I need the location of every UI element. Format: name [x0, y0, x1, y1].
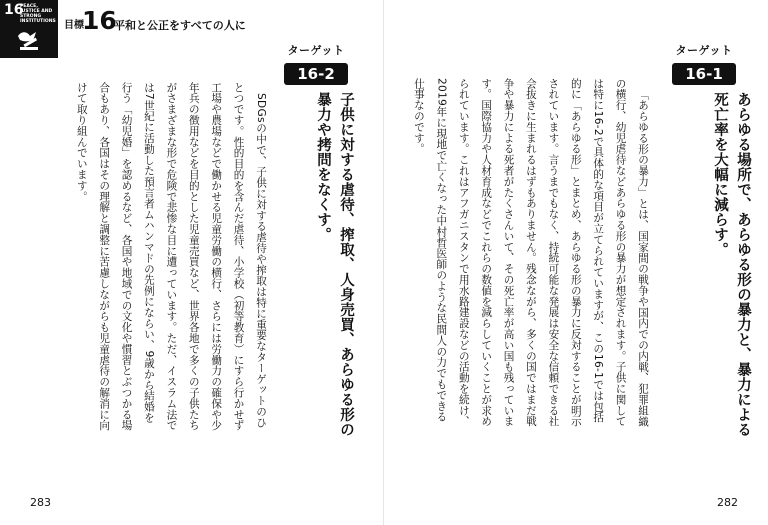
- target-body: [75, 82, 272, 432]
- dove-gavel-icon: [14, 26, 44, 52]
- body-paragraph: SDGsの中で、子供に対する虐待や搾取は特に重要なターゲットのひとつです。性的目的を含んだ虐待、小学校（初等教育）にすら行かせず工場や農場などで働かせる児童労働の横行、さらには労働力の確保や少年兵の徴用などを目的とした児童売買など、世界各地で多くの子供たちがさまざまな形で危険で悲惨な目に遭っています。ただ、イスラム法では7世紀に活動した預言者ムハンマドの先例にならい、9歳から結婚を行う「幼児婚」を認めるなど、各国や地域での文化や慣習とぶつかる場合もあり、各国はその理解と調整に苦慮しながらも児童虐待の解消に向けて取り組んでいます。: [75, 82, 267, 431]
- target-16-1-block: [672, 42, 736, 85]
- goal-title: 平和と公正をすべての人に: [114, 19, 246, 32]
- page-number: 283: [30, 496, 51, 509]
- page-number: 282: [717, 496, 738, 509]
- target-headline: 子供に対する虐待、搾取、人身売買、あらゆる形の暴力や拷問をなくす。: [315, 92, 354, 437]
- body-paragraph: 「あらゆる形の暴力」とは、国家間の戦争や国内での内戦、犯罪組織の横行、幼児虐待などあらゆる形の暴力が想定されます。子供に関しては特に16-2で具体的な項目が立てられていますが、この16-1では包括的に「あらゆる形」とまとめ、あらゆる形の暴力に反対することが明示されています。言うまでもなく、持続可能な発展は安全な信頼できる社会抜きに生まれるはずもありません。残念ながら、多くの国ではまだ戦争や暴力による死者がたくさんいて、その死亡率が高い国も残っています。国際協力や人材育成などでこれらの数値を減らしていくことが求められています。これはアフガニスタンで用水路建設などの活動を続け、2019年に現地で亡くなった中村哲医師のような民間人の力でもできる仕事なのです。: [412, 78, 649, 427]
- target-number: 16-2: [284, 63, 348, 85]
- right-page: [384, 0, 768, 525]
- target-16-2-block: [284, 42, 348, 85]
- target-number: 16-1: [672, 63, 736, 85]
- target-label: ターゲット: [287, 44, 345, 57]
- target-headline: あらゆる場所で、あらゆる形の暴力と、暴力による死亡率を大幅に減らす。: [712, 92, 751, 437]
- sdg-number: 16: [4, 2, 24, 18]
- sdg-badge: [0, 0, 58, 58]
- goal-number: 16: [82, 6, 117, 35]
- target-body: [412, 78, 654, 432]
- target-label: ターゲット: [675, 44, 733, 57]
- sdg-tag: PEACE, JUSTICE AND STRONG INSTITUTIONS: [20, 4, 56, 24]
- goal-label: 目標: [64, 20, 84, 31]
